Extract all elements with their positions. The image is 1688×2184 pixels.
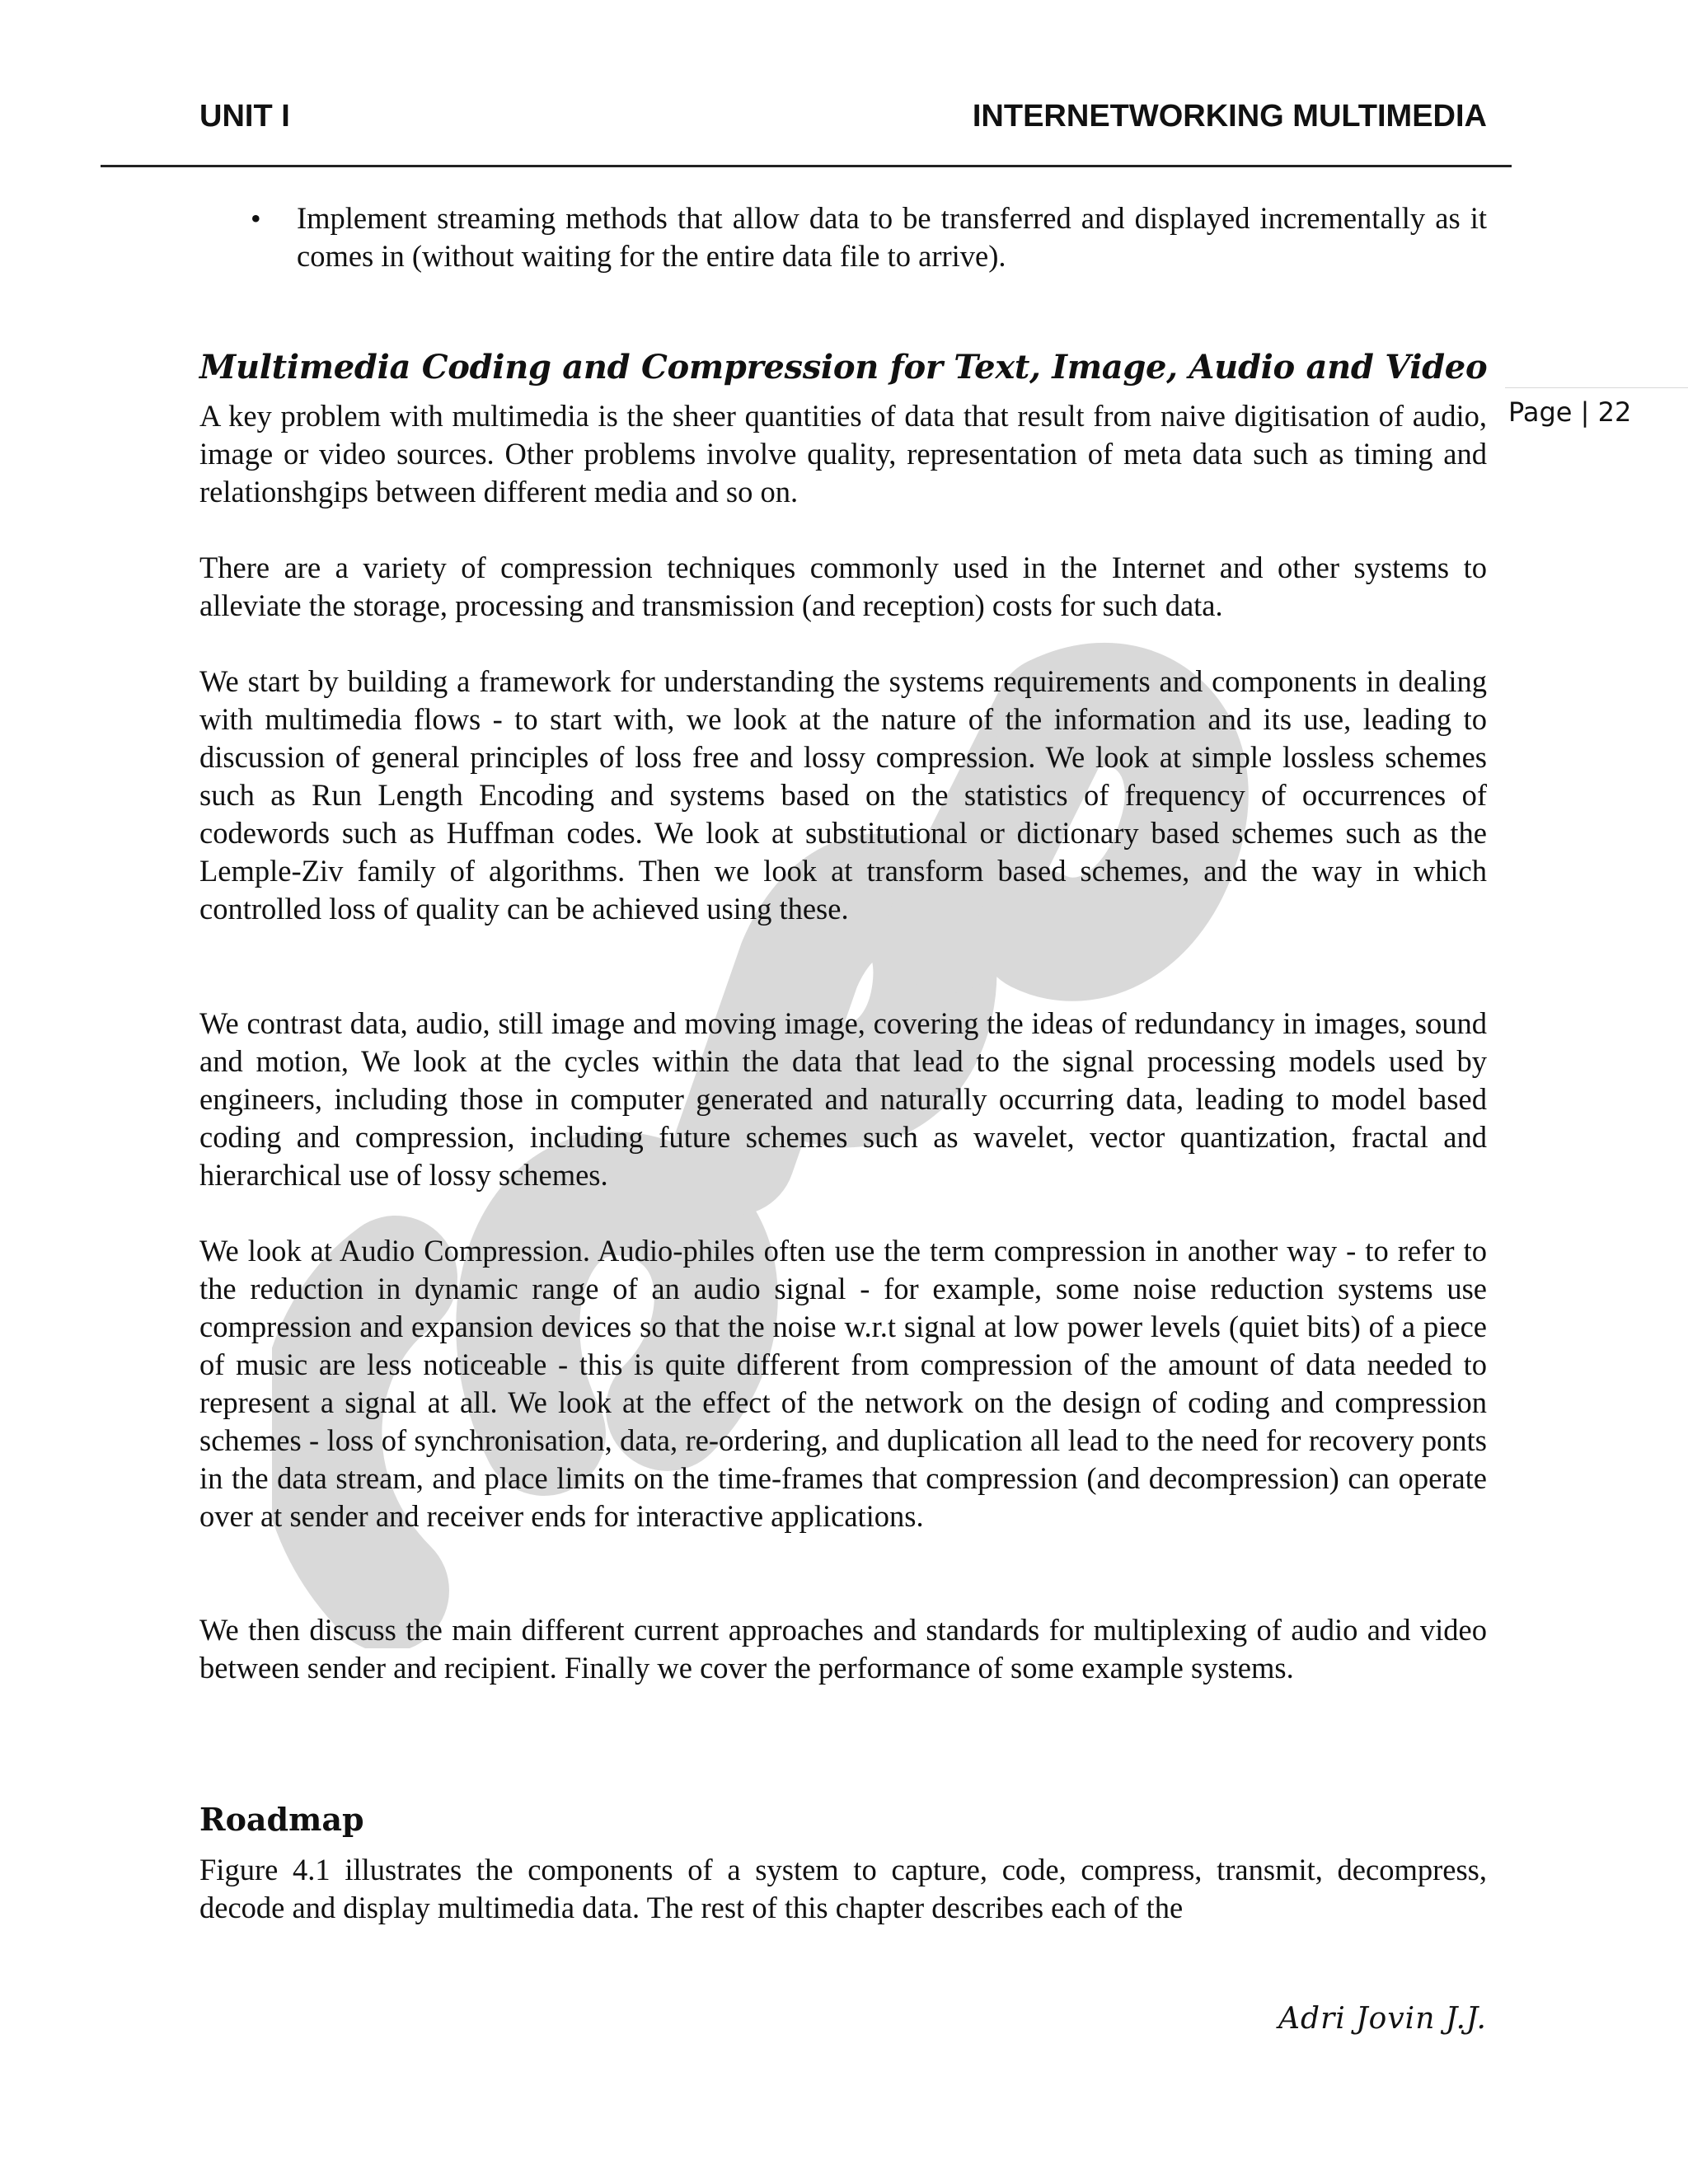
- bullet-symbol: •: [251, 202, 261, 235]
- header-rule: [101, 165, 1512, 167]
- paragraph: We contrast data, audio, still image and moving image, covering the ideas of redundancy in images, sound and motion, We look at the cycles within the data that lead to the signal processing models used by engineers, including those in computer generated and naturally occurring data, leading to model based coding and compression, including future schemes such as wavelet, vector quantization, fractal and hierarchical use of lossy schemes.: [199, 1006, 1487, 1192]
- roadmap-heading: Roadmap: [199, 1801, 364, 1838]
- paragraph: A key problem with multimedia is the sheer quantities of data that result from naive digitisation of audio, image or video sources. Other problems involve quality, representation of meta data such as timing and relationshgips between different media and so on.: [199, 399, 1487, 509]
- paragraph: There are a variety of compression techniques commonly used in the Internet and other systems to alleviate the storage, processing and transmission (and reception) costs for such data.: [199, 551, 1487, 622]
- bullet-item: [199, 199, 1487, 275]
- paragraph: We start by building a framework for understanding the systems requirements and components in dealing with multimedia flows - to start with, we look at the nature of the information and its use, leading to discussion of general principles of loss free and lossy compression. We look at simple lossless schemes such as Run Length Encoding and systems based on the statistics of frequency of occurrences of codewords such as Huffman codes. We look at substitutional or dictionary based schemes such as the Lemple-Ziv family of algorithms. Then we look at transform based schemes, and the way in which controlled loss of quality can be achieved using these.: [199, 664, 1487, 926]
- section-heading: Multimedia Coding and Compression for Text, Image, Audio and Video: [199, 348, 1488, 387]
- paragraph: We look at Audio Compression. Audio-philes often use the term compression in another way - to refer to the reduction in dynamic range of an audio signal - for example, some noise reduction systems use compression and expansion devices so that the noise w.r.t signal at low power levels (quiet bits) of a piece of music are less noticeable - this is quite different from compression of the amount of data needed to represent a signal at all. We look at the effect of the network on the design of coding and compression schemes - loss of synchronisation, data, re-ordering, and duplication all lead to the need for recovery ponts in the data stream, and place limits on the time-frames that compression (and decompression) can operate over at sender and receiver ends for interactive applications.: [199, 1234, 1487, 1533]
- header-unit: UNIT I: [199, 99, 290, 134]
- roadmap-paragraph: Figure 4.1 illustrates the components of a system to capture, code, compress, transmit, decompress, decode and display multimedia data. The rest of this chapter describes each of the: [199, 1853, 1487, 1924]
- page-number-label: Page | 22: [1508, 396, 1632, 428]
- bullet-text: Implement streaming methods that allow data to be transferred and displayed incrementally as it comes in (without waiting for the entire data file to arrive).: [297, 201, 1487, 273]
- paragraph: We then discuss the main different current approaches and standards for multiplexing of audio and video between sender and recipient. Finally we cover the performance of some example systems.: [199, 1613, 1487, 1685]
- page-label-rule: [1505, 387, 1688, 388]
- author-signature: Adri Jovin J.J.: [1278, 2002, 1487, 2036]
- header-title: INTERNETWORKING MULTIMEDIA: [972, 99, 1487, 134]
